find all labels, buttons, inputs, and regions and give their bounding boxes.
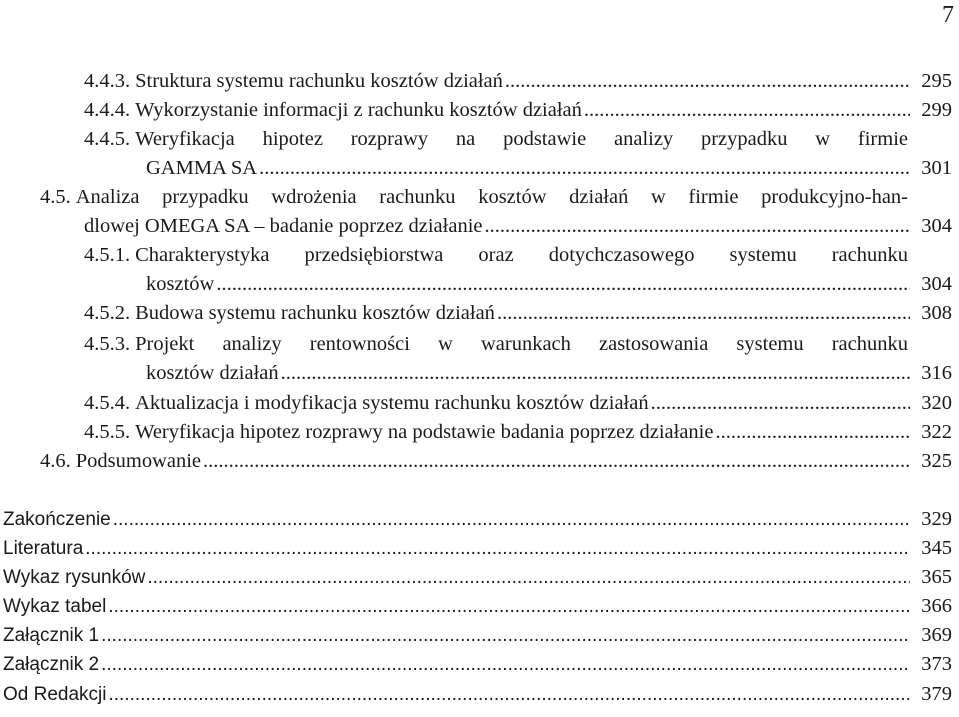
dot-leader — [216, 270, 910, 299]
toc-entry — [84, 389, 952, 418]
dot-leader — [651, 389, 910, 418]
page-number: 7 — [942, 2, 954, 28]
section-title: Zakończenie — [3, 509, 111, 530]
toc-entry — [84, 96, 952, 125]
toc-entry — [146, 359, 952, 388]
entry-page: 304 — [921, 273, 952, 295]
entry-page: 325 — [921, 450, 952, 472]
dot-leader — [101, 621, 910, 650]
entry-number: 4.5.3. — [84, 333, 131, 355]
section-title: Od Redakcji — [3, 684, 107, 705]
dot-leader — [203, 447, 910, 476]
section-title: Wykaz tabel — [3, 596, 107, 617]
dot-leader — [497, 299, 910, 328]
entry-number: 4.4.5. — [84, 128, 131, 150]
toc-entry — [84, 67, 952, 96]
entry-title: Weryfikacja hipotez rozprawy na podstawie badania poprzez działanie — [135, 421, 714, 443]
toc-entry — [84, 418, 952, 447]
section-page: 345 — [921, 537, 952, 559]
entry-title: Wykorzystanie informacji z rachunku kosztów działań — [135, 99, 582, 121]
entry-title-continued: dlowej OMEGA SA – badanie poprzez działanie — [84, 215, 483, 237]
dot-leader — [85, 534, 910, 563]
dot-leader — [485, 212, 911, 241]
toc-entry-line — [84, 125, 908, 154]
entry-number: 4.6. — [40, 450, 71, 472]
section-page: 373 — [921, 653, 952, 675]
toc-section — [3, 621, 952, 650]
entry-page: 304 — [921, 215, 952, 237]
entry-number: 4.5.5. — [84, 421, 131, 443]
entry-title: Analiza przypadku wdrożenia rachunku kosztów działań w firmie produkcyjno-han- — [75, 186, 908, 208]
entry-title-continued: GAMMA SA — [146, 157, 258, 179]
toc-section — [3, 563, 952, 592]
dot-leader — [108, 592, 910, 621]
section-title: Załącznik 1 — [3, 625, 100, 646]
entry-title: Projekt analizy rentowności w warunkach zastosowania systemu rachunku — [135, 333, 908, 355]
section-page: 366 — [921, 595, 952, 617]
entry-number: 4.5. — [40, 186, 71, 208]
toc-section — [3, 650, 952, 679]
entry-page: 322 — [921, 421, 952, 443]
entry-page: 320 — [921, 392, 952, 414]
dot-leader — [113, 505, 910, 534]
dot-leader — [109, 680, 911, 709]
entry-page: 316 — [921, 362, 952, 384]
entry-title: Struktura systemu rachunku kosztów działań — [135, 70, 503, 92]
entry-number: 4.5.2. — [84, 302, 131, 324]
entry-number: 4.5.4. — [84, 392, 131, 414]
toc-entry — [146, 154, 952, 183]
dot-leader — [715, 418, 910, 447]
entry-page: 299 — [921, 99, 952, 121]
section-title: Wykaz rysunków — [3, 567, 146, 588]
toc-entry — [84, 212, 952, 241]
dot-leader — [147, 563, 910, 592]
entry-title: Aktualizacja i modyfikacja systemu rachunku kosztów działań — [135, 392, 649, 414]
section-page: 379 — [921, 683, 952, 705]
dot-leader — [505, 67, 910, 96]
toc-entry-line — [84, 330, 908, 359]
entry-number: 4.4.3. — [84, 70, 131, 92]
section-title: Literatura — [3, 538, 84, 559]
toc-entry — [146, 270, 952, 299]
entry-number: 4.4.4. — [84, 99, 131, 121]
entry-page: 301 — [921, 157, 952, 179]
toc-entry — [40, 447, 952, 476]
entry-page: 308 — [921, 302, 952, 324]
section-page: 369 — [921, 624, 952, 646]
section-page: 329 — [921, 508, 952, 530]
entry-title: Podsumowanie — [75, 450, 202, 472]
section-title: Załącznik 2 — [3, 654, 100, 675]
entry-title-continued: kosztów działań — [146, 362, 279, 384]
entry-title-continued: kosztów — [146, 273, 215, 295]
toc-entry-line — [40, 183, 908, 212]
dot-leader — [281, 359, 910, 388]
entry-title: Budowa systemu rachunku kosztów działań — [135, 302, 495, 324]
toc-section — [3, 592, 952, 621]
toc-entry-line — [84, 241, 908, 270]
toc-section — [3, 534, 952, 563]
entry-number: 4.5.1. — [84, 244, 131, 266]
dot-leader — [259, 154, 910, 183]
entry-page: 295 — [921, 70, 952, 92]
toc-section — [3, 505, 952, 534]
entry-title: Charakterystyka przedsiębiorstwa oraz dotychczasowego systemu rachunku — [135, 244, 908, 266]
section-page: 365 — [921, 566, 952, 588]
toc-section — [3, 680, 952, 709]
entry-title: Weryfikacja hipotez rozprawy na podstawie analizy przypadku w firmie — [135, 128, 908, 150]
toc-entry — [84, 299, 952, 328]
dot-leader — [101, 650, 910, 679]
dot-leader — [584, 96, 910, 125]
